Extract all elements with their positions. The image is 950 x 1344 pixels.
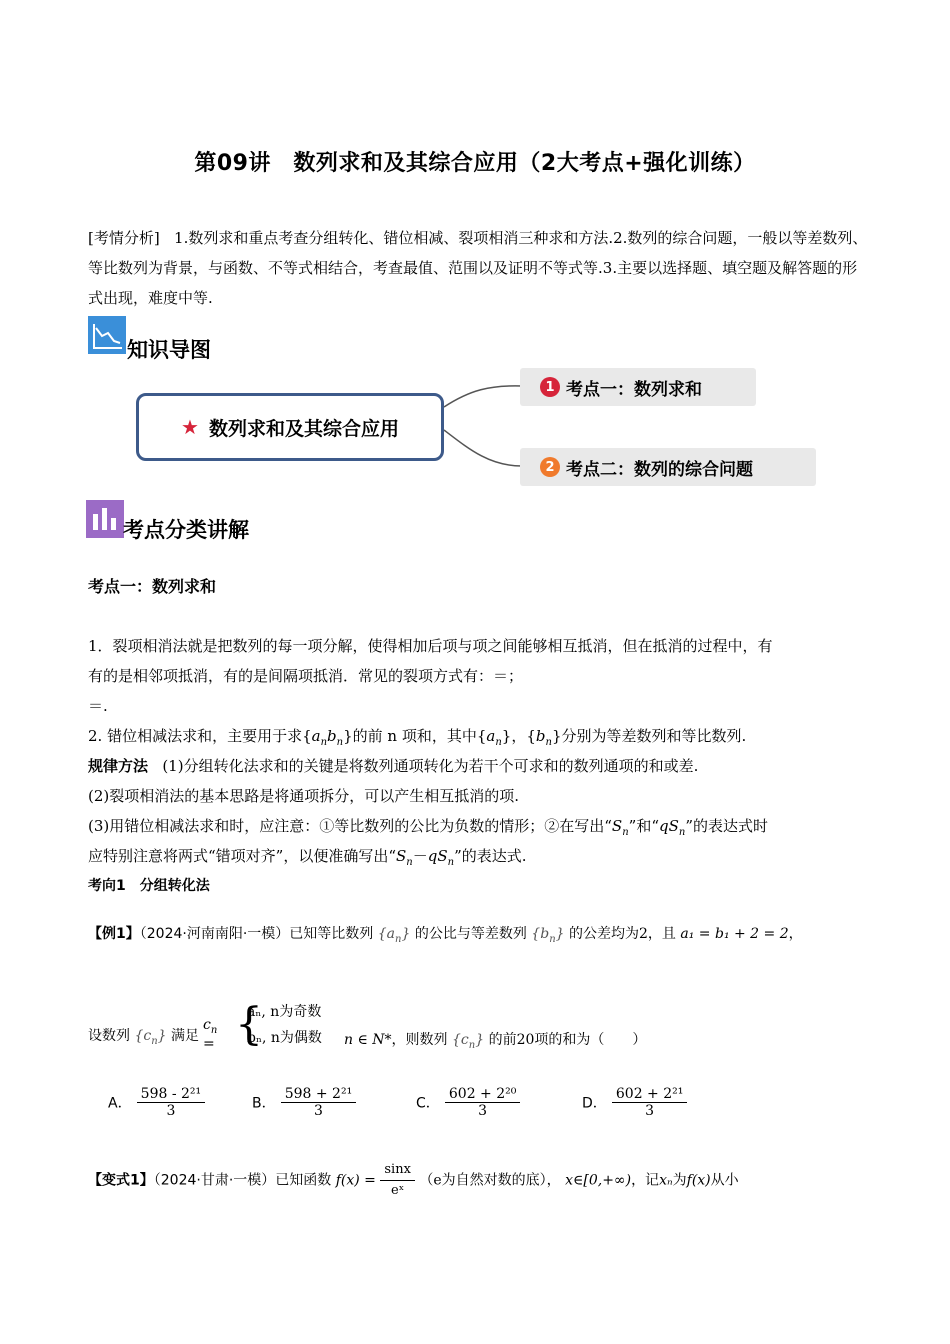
section-knowledge-map-title: 知识导图 bbox=[127, 338, 211, 362]
variant1-source: （2024·甘肃·一模） bbox=[153, 1172, 276, 1189]
mindmap-center-node bbox=[136, 393, 444, 461]
rule-label: 规律方法 bbox=[88, 757, 149, 775]
page-title: 第09讲 数列求和及其综合应用（2大考点+强化训练） bbox=[194, 151, 756, 176]
number-two-icon: 2 bbox=[540, 457, 560, 477]
bar-chart-icon bbox=[86, 500, 124, 538]
direction1-heading: 考向1 分组转化法 bbox=[88, 878, 210, 894]
variant1-line: 【变式1】（2024·甘肃·一模）已知函数 f(x) = $\frac{\sin x}{\text{eˣ}}$ （e为自然对数的底）， x∈[0,+∞)，记xₙ为f(x)从小 bbox=[88, 1162, 739, 1198]
option-a[interactable]: A． $\frac{\text{598 - 2²¹}}{3}$ bbox=[108, 1086, 205, 1119]
mindmap-node-2 bbox=[520, 448, 816, 486]
piece2: bₙ, n为偶数 bbox=[247, 1030, 322, 1046]
rule-line2: (2)裂项相消法的基本思路是将通项拆分，可以产生相互抵消的项. bbox=[88, 787, 520, 805]
number-one-icon: 1 bbox=[540, 377, 560, 397]
example1-condition: a₁ = b₁ + 2 = 2 bbox=[680, 926, 789, 942]
rule-line3: (3)用错位相减法求和时，应注意：①等比数列的公比为负数的情形；②在写出“$S_n$”和“$qS_n$”的表达式时 bbox=[88, 817, 769, 838]
mindmap-node-1-label: 考点一：数列求和 bbox=[566, 379, 702, 400]
example1-line2: 设数列 $\{c_n\}$ 满足 bbox=[88, 1028, 200, 1047]
example1-source: （2024·河南南阳·一模） bbox=[139, 926, 290, 942]
variant1-label: 【变式1】 bbox=[88, 1172, 154, 1189]
rule-line4: 应特别注意将两式“错项对齐”，以便准确写出“$S_n-qS_n$”的表达式. bbox=[88, 847, 527, 868]
intro-text: 1.数列求和重点考查分组转化、错位相减、裂项相消三种求和方法.2.数列的综合问题，一般以等差数列、等比数列为背景，与函数、不等式相结合，考查最值、范围以及证明不等式等.3.主要以选择题、填空题及解答题的形式出现，难度中等. bbox=[88, 229, 868, 307]
example1-line2-rest: n ∈ N*，则数列 $\{c_n\}$ 的前20项的和为（ ） bbox=[344, 1032, 647, 1051]
mindmap-center-label: 数列求和及其综合应用 bbox=[208, 417, 399, 440]
p2-line: 2. 错位相减法求和，主要用于求$\{a_nb_n\}$的前 n 项和，其中$\{a_n\}$，$\{b_n\}$分别为等差数列和等比数列. bbox=[88, 727, 747, 748]
mindmap-node-2-label: 考点二：数列的综合问题 bbox=[566, 459, 753, 480]
p1-line1: 1．裂项相消法就是把数列的每一项分解，使得相加后项与项之间能够相互抵消，但在抵消的过程中，有 bbox=[88, 637, 773, 655]
chart-line-icon bbox=[88, 316, 126, 354]
p1-line3: ＝. bbox=[88, 697, 108, 715]
rule-line1: 规律方法 (1)分组转化法求和的关键是将数列通项转化为若干个可求和的数列通项的和或差. bbox=[88, 757, 699, 775]
p1-line2: 有的是相邻项抵消，有的是间隔项抵消．常见的裂项方式有：＝； bbox=[88, 667, 524, 685]
mindmap-node-1 bbox=[520, 368, 756, 406]
intro-paragraph bbox=[88, 223, 868, 313]
topic1-heading: 考点一：数列求和 bbox=[88, 577, 217, 596]
intro-label: [考情分析] bbox=[88, 229, 160, 247]
piece1: aₙ, n为奇数 bbox=[247, 1004, 322, 1020]
option-c[interactable]: C． $\frac{\text{602 + 2²⁰}}{3}$ bbox=[416, 1086, 520, 1119]
example1-line1: 【例1】（2024·河南南阳·一模）已知等比数列 $\{a_n\}$ 的公比与等差数列 $\{b_n\}$ 的公差均为2，且 a₁ = b₁ + 2 = 2， bbox=[88, 926, 803, 945]
section-topics-title: 考点分类讲解 bbox=[123, 518, 249, 542]
option-b[interactable]: B． $\frac{\text{598 + 2²¹}}{3}$ bbox=[252, 1086, 356, 1119]
star-icon: ★ bbox=[181, 415, 199, 439]
example1-label: 【例1】 bbox=[88, 926, 140, 942]
option-d[interactable]: D． $\frac{\text{602 + 2²¹}}{3}$ bbox=[582, 1086, 687, 1119]
